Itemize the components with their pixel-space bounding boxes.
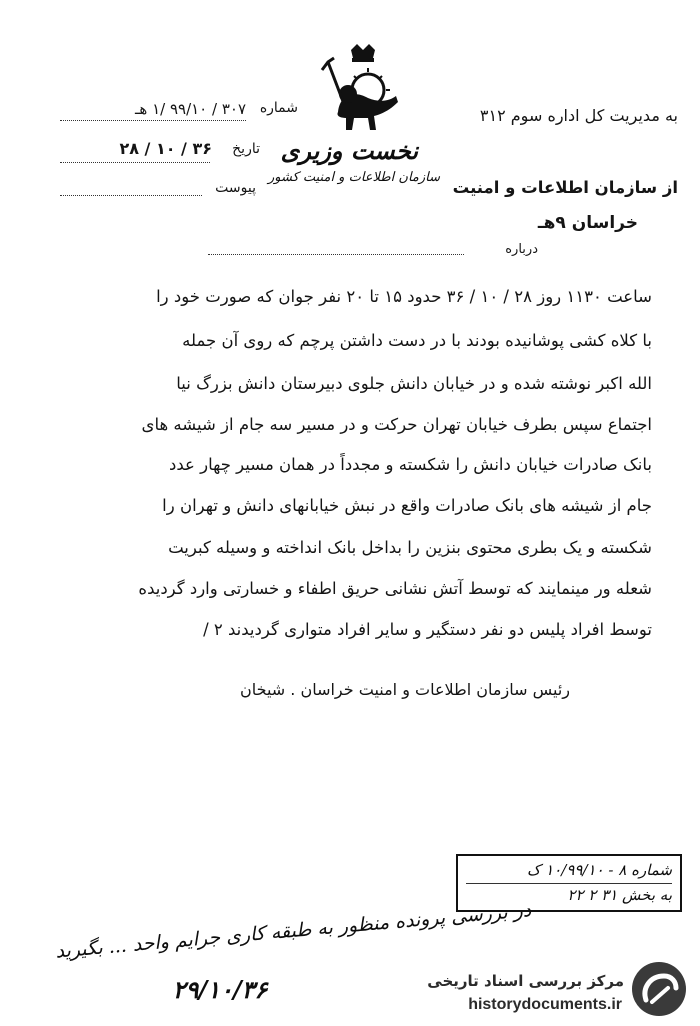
body-line-8: شعله ور مینمایند که توسط آتش نشانی حریق اطفاء و خسارتی وارد گردیده <box>138 579 652 598</box>
body-line-2: با کلاه کشی پوشانیده بودند با در دست داشتن پرچم که روی آن جمله <box>182 331 652 350</box>
date-dotted-line <box>60 162 210 163</box>
date-label: تاریخ <box>232 141 260 157</box>
body-line-4: اجتماع سپس بطرف خیابان تهران حرکت و در مسیر سه جام از شیشه های <box>141 415 652 434</box>
lion-and-sun-emblem <box>318 42 408 138</box>
subject-label: درباره <box>505 242 538 257</box>
body-line-1: ساعت ۱۱۳۰ روز ۲۸ / ۱۰ / ۳۶ حدود ۱۵ تا ۲۰ نفر جوان که صورت خود را <box>156 287 652 306</box>
body-line-5: بانک صادرات خیابان دانش را شکسته و مجدداً در همان مسیر چهار عدد <box>169 455 652 474</box>
handwritten-note: در بررسی پرونده منظور به طبقه کاری جرایم واحد ... بگیرید <box>54 899 533 963</box>
watermark-url: historydocuments.ir <box>468 996 622 1013</box>
number-dotted-line <box>60 120 246 121</box>
stamp-line-1: شماره ۸ - ۱۰/۹۹/۱۰ ک <box>526 861 672 879</box>
number-value: ۳۰۷ / ۹۹/۱۰ /۱ هـ <box>134 100 246 118</box>
handwritten-date: ۲۹/۱۰/۳۶ <box>172 975 268 1004</box>
watermark-title: مرکز بررسی اسناد تاریخی <box>427 972 624 990</box>
signature-line: رئیس سازمان اطلاعات و امنیت خراسان . شیخان <box>240 680 570 699</box>
stamp-line-2: به بخش ۳۱ ۲ ۲۲ <box>567 886 672 904</box>
attachment-label: پیوست <box>215 180 256 196</box>
body-line-7: شکسته و یک بطری محتوی بنزین را بداخل بانک انداخته و وسیله کبریت <box>168 538 652 557</box>
stamp-divider <box>466 883 672 884</box>
attachment-dotted-line <box>60 195 202 196</box>
recipient-line: به مدیریت کل اداره سوم ۳۱۲ <box>479 106 678 125</box>
subject-dotted-line <box>208 254 464 255</box>
date-value: ۲۸ / ۱۰ / ۳۶ <box>119 139 212 158</box>
province-line: خراسان ۹هـ <box>537 213 638 233</box>
body-line-6: جام از شیشه های بانک صادرات واقع در نبش خیابانهای دانش و تهران را <box>162 496 652 515</box>
watermark-logo-icon <box>632 962 686 1016</box>
org-subtitle: سازمان اطلاعات و امنیت کشور <box>267 170 440 185</box>
from-line: از سازمان اطلاعات و امنیت <box>452 178 678 197</box>
body-line-3: الله اکبر نوشته شده و در خیابان دانش جلوی دبیرستان دانش بزرگ نیا <box>176 374 652 393</box>
number-label: شماره <box>259 100 298 116</box>
body-line-9: توسط افراد پلیس دو نفر دستگیر و سایر افراد متواری گردیدند ۲ / <box>203 620 652 639</box>
org-title: نخست وزیری <box>280 136 418 165</box>
